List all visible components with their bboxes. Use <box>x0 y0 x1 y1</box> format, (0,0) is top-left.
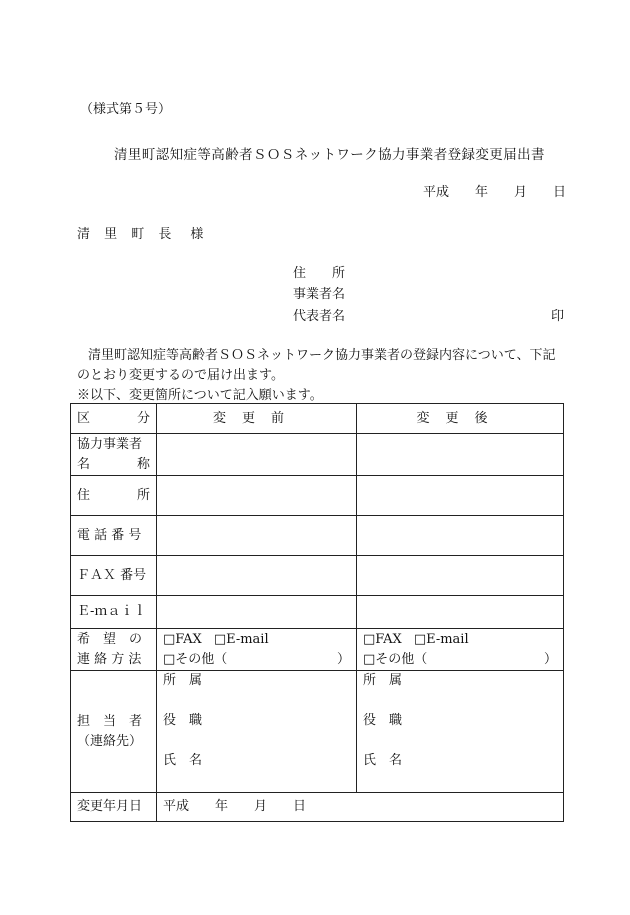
header-before: 変更前 <box>157 404 357 434</box>
body-note: ※以下、変更箇所について記入願います。 <box>77 388 323 403</box>
person-after-cell <box>357 671 564 793</box>
row-label-fax: ＦＡＸ 番号 <box>71 556 157 596</box>
row-label-email: Ｅ‐ｍａｉｌ <box>71 596 157 629</box>
row-label-business-name: 協力事業者 名 称 <box>71 434 157 476</box>
body-line-2: のとおり変更するので届け出ます。 <box>77 368 284 383</box>
other-close-paren: ） <box>336 651 350 667</box>
business-name-after-cell[interactable] <box>357 434 564 476</box>
business-name-before-cell[interactable] <box>157 434 357 476</box>
date-era: 平成 <box>423 185 450 200</box>
person-before-cell <box>157 671 357 793</box>
date-year: 年 <box>475 185 489 200</box>
row-label-address: 住 所 <box>71 476 157 516</box>
other-checkbox[interactable]: □その他（ <box>363 651 428 667</box>
email-checkbox[interactable]: □E-mail <box>413 631 469 647</box>
document-title: 清里町認知症等高齢者ＳＯＳネットワーク協力事業者登録変更届出書 <box>114 147 545 163</box>
table-row <box>71 629 564 671</box>
affiliation-field[interactable]: 所 属 <box>163 673 203 688</box>
row-label-change-date: 変更年月日 <box>71 793 157 822</box>
form-number: （様式第５号） <box>80 102 172 117</box>
person-name-field[interactable]: 氏 名 <box>363 753 403 768</box>
table-row <box>71 476 564 516</box>
row-label-person-in-charge: 担 当 者 （連絡先） <box>71 671 157 793</box>
applicant-address-label: 住 所 <box>293 266 346 281</box>
applicant-business-label: 事業者名 <box>293 287 346 302</box>
fax-checkbox[interactable]: □FAX <box>363 631 402 647</box>
addressee-honorific: 様 <box>190 227 209 242</box>
fax-after-cell[interactable] <box>357 556 564 596</box>
addressee-name: 清 里 町 長 <box>77 227 177 242</box>
header-after: 変更後 <box>357 404 564 434</box>
table-row <box>71 793 564 822</box>
address-before-cell[interactable] <box>157 476 357 516</box>
row-label-contact-method: 希 望 の 連 絡 方 法 <box>71 629 157 671</box>
contact-method-after-cell <box>357 629 564 671</box>
table-row <box>71 556 564 596</box>
seal-mark: 印 <box>551 309 565 324</box>
phone-after-cell[interactable] <box>357 516 564 556</box>
change-form-table <box>70 403 564 822</box>
address-after-cell[interactable] <box>357 476 564 516</box>
table-header-row <box>71 404 564 434</box>
email-checkbox[interactable]: □E-mail <box>213 631 269 647</box>
table-row <box>71 596 564 629</box>
job-title-field[interactable]: 役 職 <box>363 713 403 728</box>
body-line-1: 清里町認知症等高齢者ＳＯＳネットワーク協力事業者の登録内容について、下記 <box>88 348 556 363</box>
contact-method-before-cell <box>157 629 357 671</box>
header-category: 区 分 <box>71 404 157 434</box>
email-before-cell[interactable] <box>157 596 357 629</box>
table-row <box>71 671 564 793</box>
phone-before-cell[interactable] <box>157 516 357 556</box>
date-month: 月 <box>514 185 528 200</box>
person-name-field[interactable]: 氏 名 <box>163 753 203 768</box>
other-close-paren: ） <box>543 651 557 667</box>
other-checkbox[interactable]: □その他（ <box>163 651 228 667</box>
fax-before-cell[interactable] <box>157 556 357 596</box>
affiliation-field[interactable]: 所 属 <box>363 673 403 688</box>
change-date-cell[interactable]: 平成 年 月 日 <box>157 793 564 822</box>
addressee <box>77 223 208 242</box>
table-row <box>71 516 564 556</box>
fax-checkbox[interactable]: □FAX <box>163 631 202 647</box>
row-label-phone: 電 話 番 号 <box>71 516 157 556</box>
date-day: 日 <box>553 185 567 200</box>
table-row <box>71 434 564 476</box>
email-after-cell[interactable] <box>357 596 564 629</box>
submission-date <box>423 181 566 200</box>
job-title-field[interactable]: 役 職 <box>163 713 203 728</box>
applicant-representative-label: 代表者名 <box>293 309 346 324</box>
